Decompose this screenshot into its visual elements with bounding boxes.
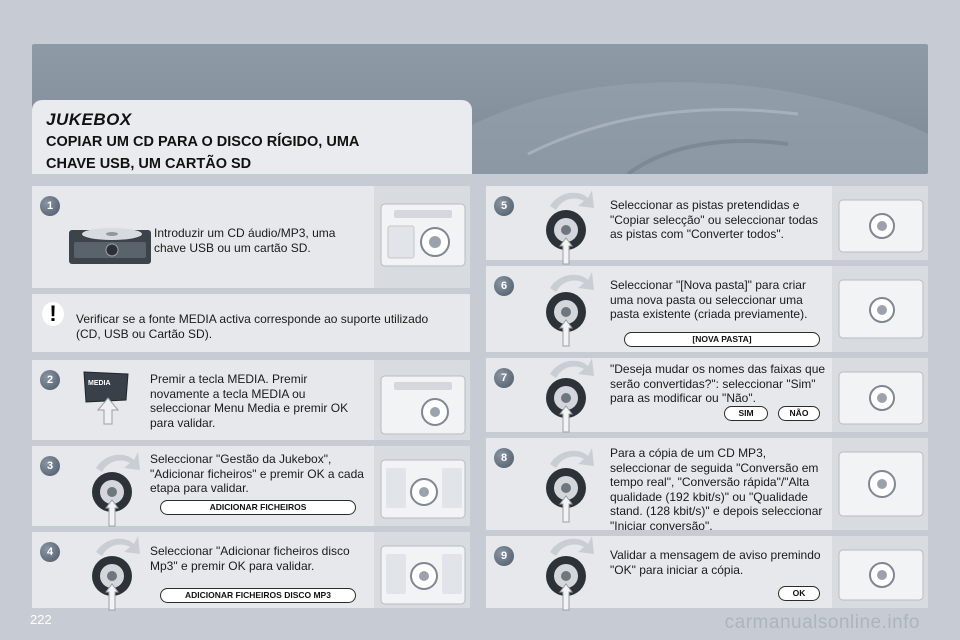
step-number-badge: 9 bbox=[494, 546, 514, 566]
nova-pasta-bar: [NOVA PASTA] bbox=[624, 332, 820, 347]
step-7-text: "Deseja mudar os nomes das faixas que serão convertidas?": seleccionar "Sim" para as modificar ou "Não". bbox=[610, 362, 826, 405]
radio-unit-icon bbox=[380, 544, 466, 606]
radio-unit-icon bbox=[838, 278, 924, 340]
radio-unit-icon bbox=[380, 458, 466, 520]
radio-unit-icon bbox=[838, 548, 924, 602]
rotary-knob-icon bbox=[540, 354, 596, 434]
page-number: 222 bbox=[30, 612, 52, 627]
radio-unit-icon bbox=[380, 372, 466, 438]
step-4-text: Seleccionar "Adicionar ficheiros disco Mp3" e premir OK para validar. bbox=[150, 544, 350, 573]
media-key bbox=[82, 370, 132, 406]
radio-unit-thumbnail bbox=[832, 536, 928, 608]
radio-unit-thumbnail bbox=[832, 358, 928, 432]
radio-unit-thumbnail bbox=[374, 532, 470, 608]
step-number-badge: 6 bbox=[494, 276, 514, 296]
cd-player-icon bbox=[68, 226, 152, 266]
media-button-label: MEDIA bbox=[88, 380, 111, 387]
radio-unit-icon bbox=[838, 198, 924, 254]
page-subtitle-1: COPIAR UM CD PARA O DISCO RÍGIDO, UMA bbox=[46, 134, 360, 150]
radio-unit-thumbnail bbox=[374, 446, 470, 526]
radio-unit-thumbnail bbox=[832, 186, 928, 260]
watermark: carmanualsonline.info bbox=[724, 612, 920, 633]
title-card bbox=[32, 100, 472, 174]
rotary-knob-icon bbox=[540, 444, 596, 524]
step-5-text: Seleccionar as pistas pretendidas e "Copiar selecção" ou seleccionar todas as pistas com "Converter todos". bbox=[610, 198, 818, 241]
rotary-knob-icon bbox=[540, 186, 596, 266]
rotary-knob-icon bbox=[540, 268, 596, 348]
radio-unit-thumbnail bbox=[832, 266, 928, 352]
step-1-panel bbox=[32, 186, 470, 288]
step-number-badge: 4 bbox=[40, 542, 60, 562]
page-title: JUKEBOX bbox=[46, 110, 132, 129]
step-number-badge: 2 bbox=[40, 370, 60, 390]
adicionar-ficheiros-bar: ADICIONAR FICHEIROS bbox=[160, 500, 356, 515]
ok-button: OK bbox=[778, 586, 820, 601]
radio-unit-thumbnail bbox=[832, 438, 928, 530]
step-number-badge: 1 bbox=[40, 196, 60, 216]
warning-text: Verificar se a fonte MEDIA activa corresponde ao suporte utilizado (CD, USB ou Cartão SD). bbox=[76, 312, 429, 341]
rotary-knob-icon bbox=[86, 448, 142, 528]
adicionar-ficheiros-disco-bar: ADICIONAR FICHEIROS DISCO MP3 bbox=[160, 588, 356, 603]
radio-unit-thumbnail bbox=[374, 360, 470, 440]
media-button-icon bbox=[82, 370, 132, 426]
radio-unit-icon bbox=[380, 198, 466, 272]
radio-unit-icon bbox=[838, 450, 924, 518]
step-number-badge: 8 bbox=[494, 448, 514, 468]
step-number-badge: 7 bbox=[494, 368, 514, 388]
step-2-text: Premir a tecla MEDIA. Premir novamente a tecla MEDIA ou seleccionar Menu Media e premir OK para validar. bbox=[150, 372, 349, 430]
step-8-text: Para a cópia de um CD MP3, seleccionar de seguida "Conversão em tempo real", "Conversão rápida"/"Alta qualidade (192 kbit/s)" ou "Qualidade stand. (128 kbit/s)" e depois seleccionar "Iniciar conversão". bbox=[610, 446, 823, 533]
radio-unit-thumbnail bbox=[374, 186, 470, 288]
warning-panel bbox=[32, 294, 470, 352]
step-3-text: Seleccionar "Gestão da Jukebox", "Adicionar ficheiros" e premir OK a cada etapa para validar. bbox=[150, 452, 364, 495]
radio-unit-icon bbox=[838, 370, 924, 426]
rotary-knob-icon bbox=[540, 532, 596, 612]
step-9-text: Validar a mensagem de aviso premindo "OK" para iniciar a cópia. bbox=[610, 548, 821, 577]
page-subtitle-2: CHAVE USB, UM CARTÃO SD bbox=[46, 156, 252, 172]
sim-button: SIM bbox=[724, 406, 768, 421]
step-1-text: Introduzir um CD áudio/MP3, uma chave USB ou um cartão SD. bbox=[154, 226, 336, 255]
warning-icon: ! bbox=[42, 302, 64, 326]
step-6-text: Seleccionar "[Nova pasta]" para criar uma nova pasta ou seleccionar uma pasta existente (criada previamente). bbox=[610, 278, 808, 321]
nao-button: NÃO bbox=[778, 406, 820, 421]
rotary-knob-icon bbox=[86, 532, 142, 612]
step-number-badge: 5 bbox=[494, 196, 514, 216]
step-number-badge: 3 bbox=[40, 456, 60, 476]
